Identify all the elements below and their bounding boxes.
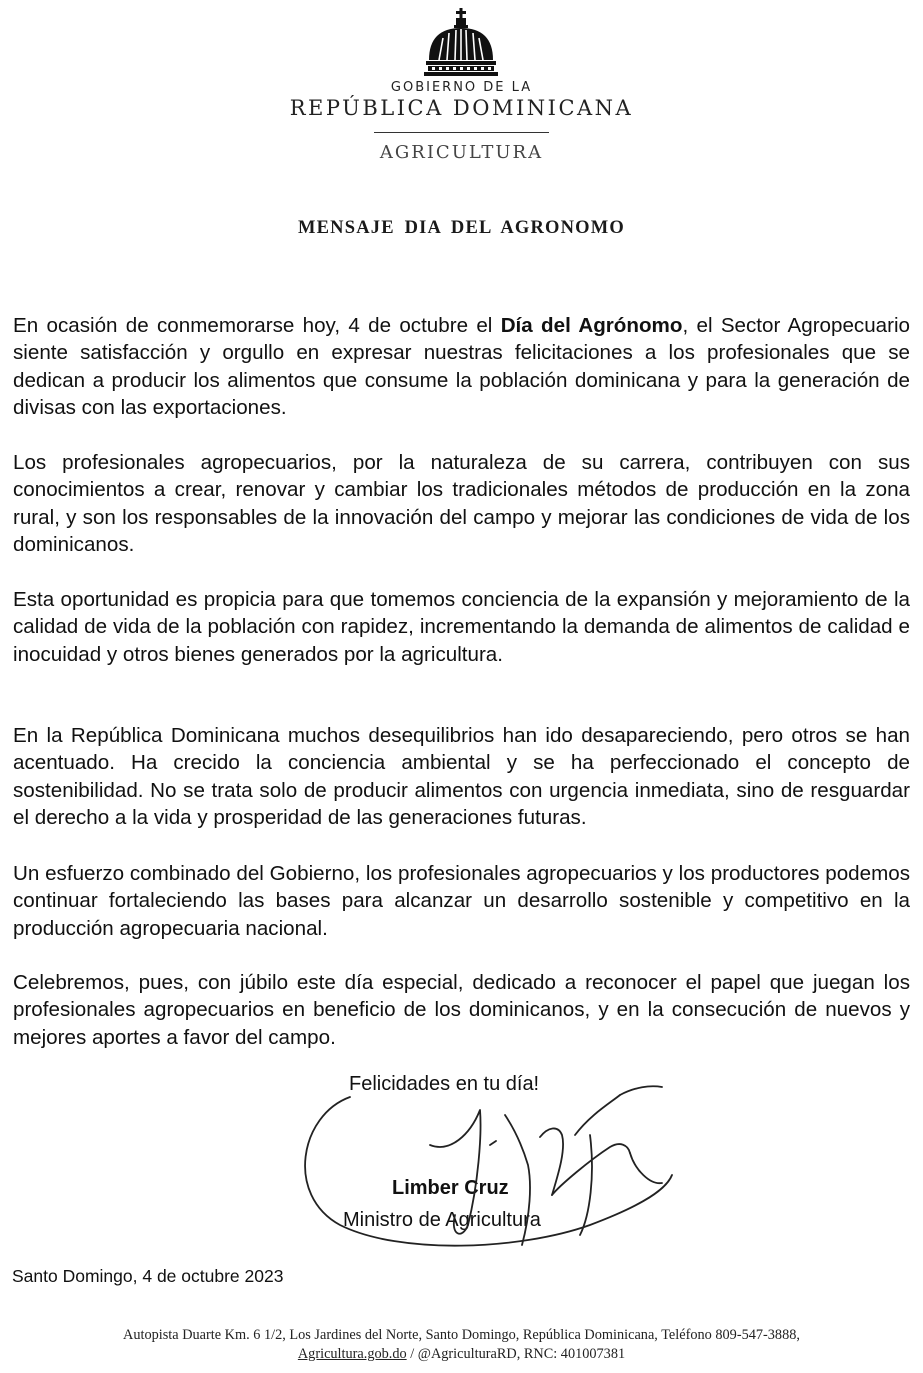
paragraph-4: En la República Dominicana muchos desequilibrios han ido desapareciendo, pero otros se han acentuado. Ha crecido la conciencia ambiental y se ha perfeccionado el concepto de sostenibilidad. No se trata solo de producir alimentos con urgencia inmediata, sino de resguardar el derecho a la vida y prosperidad de las generaciones futuras. bbox=[13, 724, 910, 829]
closing-greeting: Felicidades en tu día! bbox=[349, 1073, 540, 1095]
paragraph-1-intro: En ocasión de conmemorarse hoy, 4 de octubre el bbox=[13, 314, 501, 337]
signer-name: Limber Cruz bbox=[392, 1177, 509, 1199]
signer-title: Ministro de Agricultura bbox=[343, 1209, 541, 1231]
government-dome-emblem-icon bbox=[423, 8, 499, 80]
footer-social-rnc: / @AgriculturaRD, RNC: 401007381 bbox=[406, 1346, 626, 1362]
letterhead-divider bbox=[374, 132, 549, 133]
letterhead-government-line: GOBIERNO DE LA bbox=[390, 80, 533, 95]
footer-contact bbox=[0, 1346, 923, 1363]
paragraph-6: Celebremos, pues, con júbilo este día especial, dedicado a reconocer el papel que juegan los profesionales agropecuarios en beneficio de los dominicanos, y en la consecución de nuevos y mejores aportes a favor del campo. bbox=[13, 971, 910, 1049]
paragraph-1 bbox=[13, 312, 910, 421]
paragraph-5: Un esfuerzo combinado del Gobierno, los profesionales agropecuarios y los productores podemos continuar fortaleciendo las bases para alcanzar un desarrollo sostenible y competitivo en la producción agropecuaria nacional. bbox=[13, 862, 910, 940]
paragraph-1-rest: , el Sector Agropecuario siente satisfacción y orgullo en expresar nuestras felicitaciones a los profesionales que se dedican a producir los alimentos que consume la población dominicana y para la generación de divisas con las exportaciones. bbox=[13, 314, 911, 419]
paragraph-3: Esta oportunidad es propicia para que tomemos conciencia de la expansión y mejoramiento de la calidad de vida de la población con rapidez, incrementando la demanda de alimentos de calidad e inocuidad y otros bienes generados por la agricultura. bbox=[13, 588, 910, 666]
handwritten-signature bbox=[290, 1075, 680, 1260]
letterhead-ministry-name: AGRICULTURA bbox=[379, 142, 544, 163]
footer-address: Autopista Duarte Km. 6 1/2, Los Jardines del Norte, Santo Domingo, República Dominicana, Teléfono 809-547-3888, bbox=[123, 1327, 800, 1343]
paragraph-1-emphasis: Día del Agrónomo bbox=[500, 314, 683, 337]
paragraph-2: Los profesionales agropecuarios, por la naturaleza de su carrera, contribuyen con sus conocimientos a crear, renovar y cambiar los tradicionales métodos de producción en la zona rural, y son los responsables de la innovación del campo y mejorar las condiciones de vida de los dominicanos. bbox=[13, 451, 910, 556]
date-and-place: Santo Domingo, 4 de octubre 2023 bbox=[12, 1266, 284, 1286]
footer-website-link[interactable]: Agricultura.gob.do bbox=[297, 1346, 407, 1362]
document-title: MENSAJE DIA DEL AGRONOMO bbox=[297, 218, 626, 238]
letterhead-country-name: REPÚBLICA DOMINICANA bbox=[289, 96, 634, 120]
